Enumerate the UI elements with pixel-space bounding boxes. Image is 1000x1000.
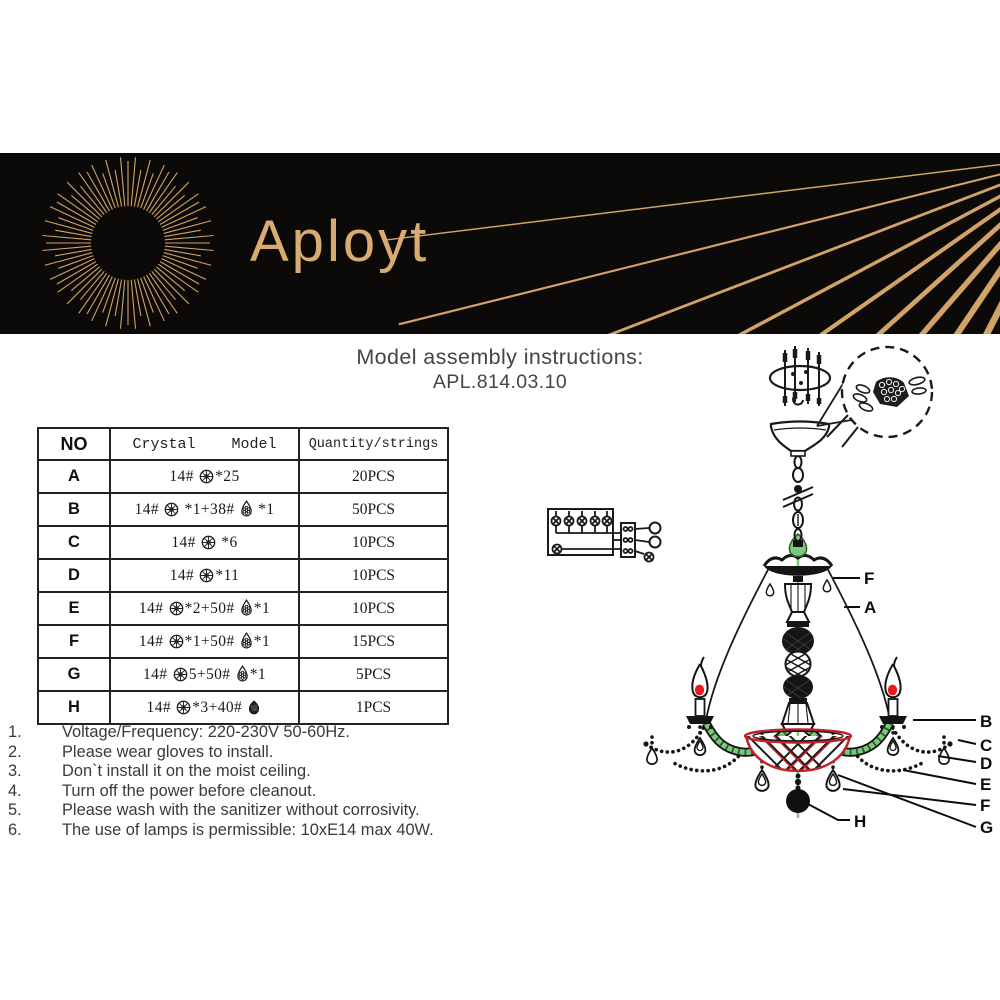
instruction-number: 3. [8,762,22,781]
part-quantity: 1PCS [299,691,448,724]
instruction-list [8,723,608,841]
part-quantity: 5PCS [299,658,448,691]
part-quantity: 10PCS [299,592,448,625]
octagon-crystal-icon [199,568,214,583]
part-quantity: 20PCS [299,460,448,493]
part-model: 14# *6 [110,526,299,559]
wiring-diagram [548,509,661,562]
part-letter: D [38,559,110,592]
octagon-crystal-icon [164,502,179,517]
label-e: E [980,775,992,794]
part-quantity: 10PCS [299,526,448,559]
instruction-number: 6. [8,820,22,839]
ceiling-mount [770,346,830,406]
table-row [38,691,448,724]
brand-logo-text: Aployt [250,209,430,274]
part-letter: G [38,658,110,691]
table-row [38,526,448,559]
instruction-text: Turn off the power before cleanout. [62,781,317,800]
part-letter: C [38,526,110,559]
label-d: D [980,754,993,773]
sunburst-logo-icon [42,157,213,328]
label-g: G [980,818,994,837]
table-row [38,658,448,691]
hanging-chain [783,456,813,546]
teardrop-crystal-icon [240,500,253,517]
instruction-number: 1. [8,723,22,741]
table-row [38,559,448,592]
red-bulb [695,685,704,696]
instruction-item [8,821,608,841]
dark-teardrop-crystal-icon [247,700,261,715]
part-quantity: 15PCS [299,625,448,658]
instruction-number: 2. [8,742,22,761]
col-header-model: Crystal Model [110,428,299,460]
part-model: 14# *3+40# [110,691,299,724]
octagon-crystal-icon [173,667,188,682]
teardrop-crystal-icon [240,632,253,649]
label-f: F [980,796,991,815]
part-letter: H [38,691,110,724]
instruction-text: The use of lamps is permissible: 10xE14 max 40W. [62,820,434,839]
page-title: Model assembly instructions: [356,345,644,369]
part-model: 14# *1+38# *1 [110,493,299,526]
instruction-item [8,801,608,821]
col-header-no: NO [38,428,110,460]
instruction-item [8,723,608,743]
part-quantity: 50PCS [299,493,448,526]
table-header-row [38,428,448,460]
instruction-item [8,762,608,782]
part-quantity: 10PCS [299,559,448,592]
instruction-text: Please wash with the sanitizer without corrosivity. [62,801,420,820]
instruction-text: Please wear gloves to install. [62,742,274,761]
teardrop-crystal-icon [236,665,249,682]
label-c: C [980,736,993,755]
part-model: 14# 5+50# *1 [110,658,299,691]
teardrop-crystal-icon [240,599,253,616]
instruction-item [8,782,608,802]
candle-left [686,657,714,729]
corner-rays-icon [383,155,1000,334]
part-letter: A [38,460,110,493]
octagon-crystal-icon [201,535,216,550]
part-model: 14# *2+50# *1 [110,592,299,625]
model-number: APL.814.03.10 [432,371,568,393]
instruction-number: 5. [8,801,22,820]
part-letter: F [38,625,110,658]
octagon-crystal-icon [169,634,184,649]
table-row [38,625,448,658]
table-row [38,493,448,526]
instruction-text: Voltage/Frequency: 220-230V 50-60Hz. [62,723,350,741]
part-letter: E [38,592,110,625]
banner-decoration [0,153,1000,334]
label-b: B [980,712,993,731]
octagon-crystal-icon [199,469,214,484]
table-row [38,460,448,493]
parts-table [37,427,449,725]
chandelier-diagram [530,340,1000,860]
red-bulb [888,685,897,696]
octagon-crystal-icon [169,601,184,616]
instruction-number: 4. [8,781,22,800]
detail-callout [817,347,932,447]
instruction-text: Don`t install it on the moist ceiling. [62,762,311,781]
label-f-top: F [864,569,875,588]
bottom-ball [786,789,810,813]
brand-banner [0,153,1000,334]
octagon-crystal-icon [176,700,191,715]
instruction-item [8,743,608,763]
part-model: 14# *11 [110,559,299,592]
part-model: 14# *1+50# *1 [110,625,299,658]
table-row [38,592,448,625]
label-a: A [864,598,877,617]
ceiling-canopy [771,422,829,457]
part-letter: B [38,493,110,526]
col-header-qty: Quantity/strings [299,428,448,460]
part-model: 14# *25 [110,460,299,493]
label-h: H [854,812,867,831]
